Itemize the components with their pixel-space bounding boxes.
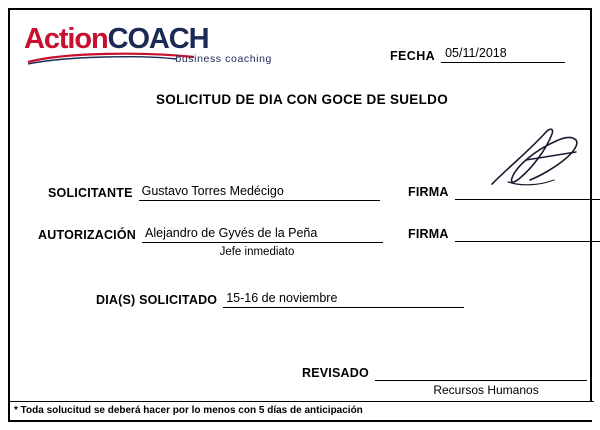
date-value[interactable]: 05/11/2018 [441,46,565,63]
field-autorizacion-caption: Jefe inmediato [219,246,295,258]
field-revisado-line[interactable] [375,365,587,381]
field-firma-autorizacion-label: FIRMA [408,227,449,241]
field-firma-autorizacion-line[interactable] [455,226,600,242]
field-autorizacion [38,226,383,243]
handwritten-signature [480,126,584,190]
footer-note: * Toda solucitud se deberá hacer por lo menos con 5 días de anticipación [10,401,594,420]
field-firma-solicitante-line[interactable] [455,184,600,200]
field-dias-solicitado-value[interactable]: 15-16 de noviembre [223,291,464,308]
field-revisado [302,365,587,381]
field-solicitante-label: SOLICITANTE [48,186,133,200]
field-firma-solicitante-label: FIRMA [408,185,449,199]
page-title: SOLICITUD DE DIA CON GOCE DE SUELDO [155,92,448,107]
logo-coach-text: COACH [107,23,209,55]
field-solicitante [48,184,380,201]
logo-action-text: Action [24,23,108,55]
date-field [390,46,565,63]
date-label: FECHA [390,49,436,63]
field-dias-solicitado [96,291,464,308]
actioncoach-logo [24,24,274,68]
logo-tagline: business coaching [175,53,272,65]
field-revisado-label: REVISADO [302,366,369,380]
field-autorizacion-value[interactable]: Alejandro de Gyvés de la Peña [142,226,383,243]
logo-wordmark [24,24,274,54]
form-border [8,8,592,422]
field-firma-solicitante [408,184,600,200]
field-revisado-caption: Recursos Humanos [433,383,539,397]
field-solicitante-value[interactable]: Gustavo Torres Medécigo [139,184,380,201]
field-dias-solicitado-label: DIA(S) SOLICITADO [96,293,218,307]
field-autorizacion-label: AUTORIZACIÓN [38,228,136,242]
field-firma-autorizacion [408,226,600,242]
logo-swoosh-icon [26,51,198,65]
